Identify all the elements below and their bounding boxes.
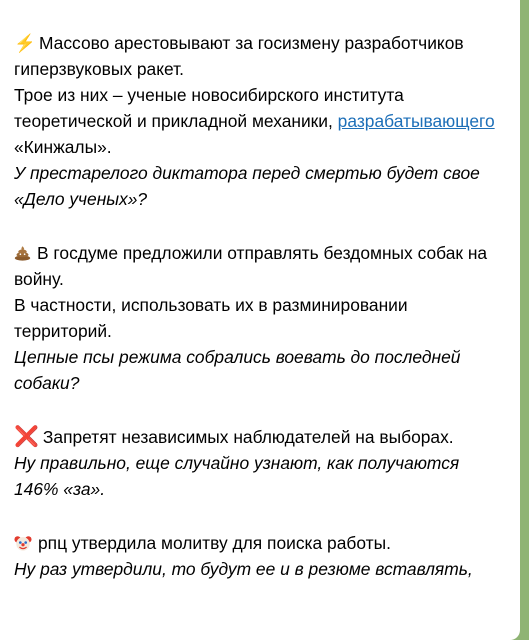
news-item-3-headline-text: Запретят независимых наблюдателей на выборах. — [42, 427, 454, 447]
news-item-2-headline — [14, 240, 506, 292]
news-item-2 — [14, 240, 506, 396]
news-item-1 — [14, 30, 506, 212]
message-top-partial-line — [14, 0, 506, 2]
news-item-1-headline — [14, 30, 506, 82]
news-item-3 — [14, 424, 506, 502]
lightning-icon: ⚡ — [14, 33, 36, 53]
news-item-1-body-text: Трое из них – ученые новосибирского института теоретической и прикладной механики, — [14, 85, 404, 131]
news-item-4 — [14, 530, 506, 582]
news-item-4-headline — [14, 530, 506, 556]
news-item-3-comment: Ну правильно, еще случайно узнают, как получаются 146% «за». — [14, 453, 460, 499]
poop-icon — [14, 245, 31, 261]
news-item-2-headline-text: В госдуме предложили отправлять бездомных собак на войну. — [14, 243, 488, 289]
cross-mark-icon: ❌ — [14, 426, 39, 448]
news-item-1-body — [14, 82, 506, 160]
news-item-1-comment: У престарелого диктатора перед смертью будет свое «Дело ученых»? — [14, 163, 480, 209]
clown-face-icon — [14, 534, 32, 552]
news-item-4-headline-text: рпц утвердила молитву для поиска работы. — [38, 533, 391, 553]
news-item-1-body-tail: «Кинжалы». — [14, 137, 112, 157]
news-item-4-comment: Ну раз утвердили, то будут ее и в резюме вставлять, — [14, 559, 473, 579]
news-item-1-headline-text: Массово арестовывают за госизмену разработчиков гиперзвуковых ракет. — [14, 33, 464, 79]
news-item-2-comment: Цепные псы режима собрались воевать до последней собаки? — [14, 347, 461, 393]
news-item-3-headline — [14, 424, 506, 450]
news-item-2-body: В частности, использовать их в разминировании территорий. — [14, 295, 408, 341]
news-item-1-link[interactable]: разрабатывающего — [337, 111, 495, 131]
